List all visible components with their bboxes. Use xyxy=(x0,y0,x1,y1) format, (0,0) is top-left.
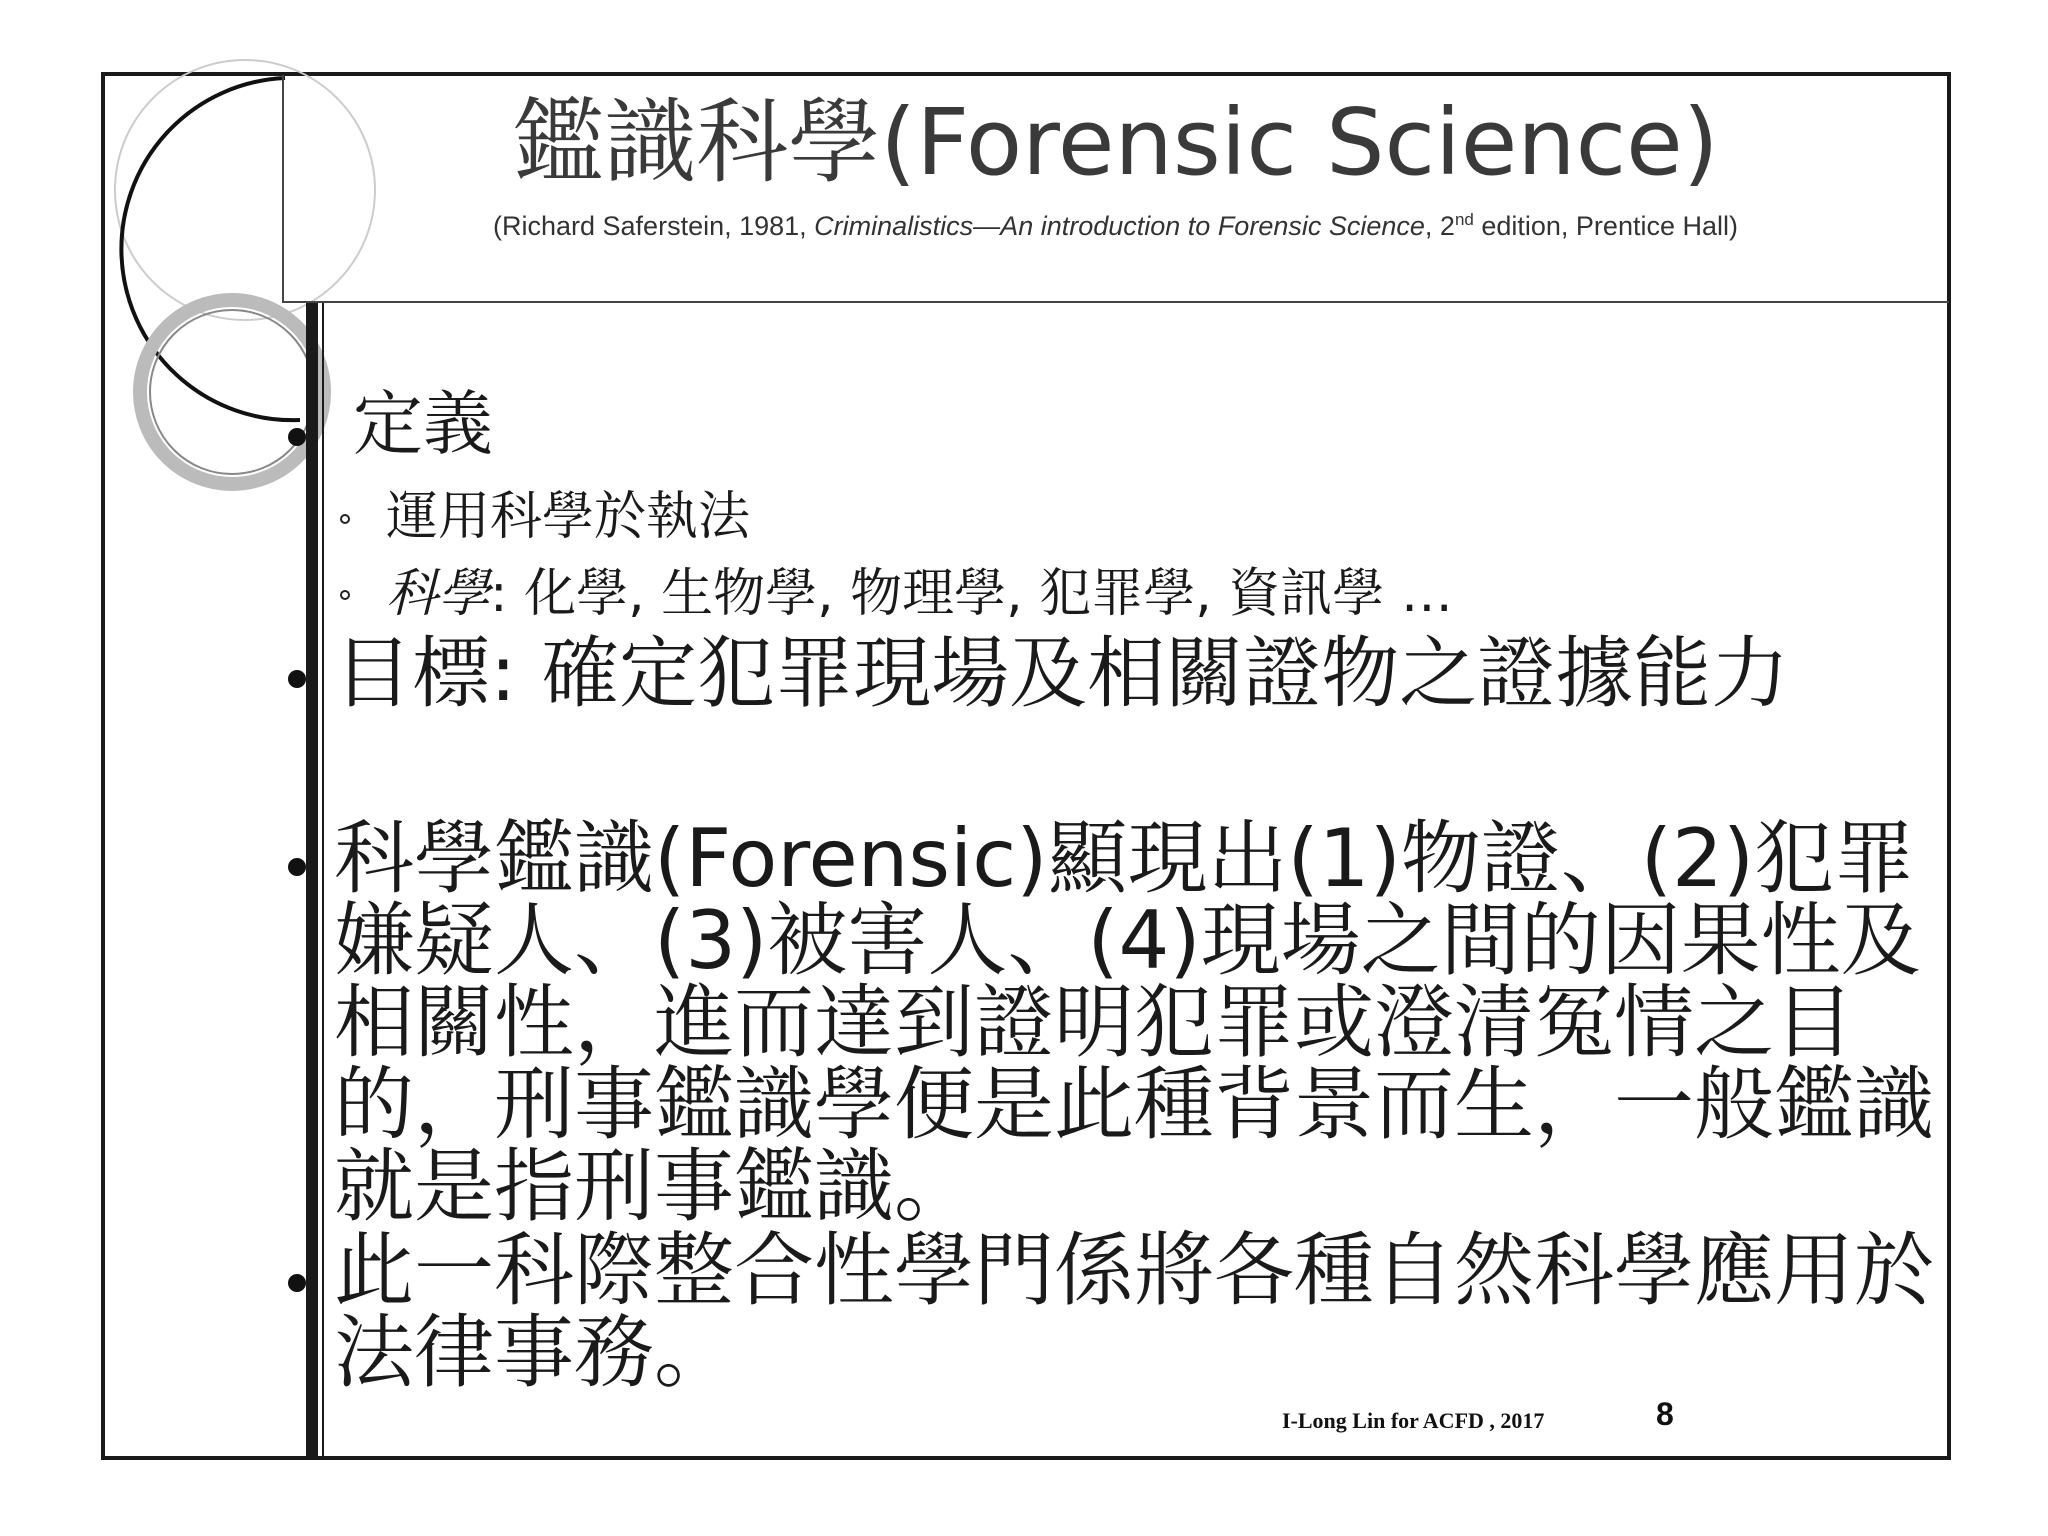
citation-book: Criminalistics—An introduction to Forensic Science xyxy=(814,211,1425,241)
footer-credit: I-Long Lin for ACFD , 2017 xyxy=(1282,1408,1545,1433)
vertical-bar xyxy=(306,303,318,1460)
slide-title: 鑑識科學(Forensic Science) xyxy=(512,89,1719,196)
citation-sup: nd xyxy=(1454,210,1474,229)
paragraph-1: 科學鑑識(Forensic)顯現出(1)物證、(2)犯罪嫌疑人、(3)被害人、(4)現場之間的因果性及相關性，進而達到證明犯罪或澄清冤情之目的，刑事鑑識學便是此種背景而生，一般鑑識就是指刑事鑑識。 xyxy=(334,812,1934,1233)
deco-ring-inner xyxy=(150,310,314,474)
bullet-dot xyxy=(288,1274,306,1292)
vertical-bar-thin xyxy=(322,303,324,1460)
sub-item-2 xyxy=(386,563,1453,625)
goal-text: 目標: 確定犯罪現場及相關證物之證據能力 xyxy=(334,629,1790,719)
bullet-dot xyxy=(288,670,306,688)
sub-bullet-dot xyxy=(340,590,350,600)
sub-bullet-dot xyxy=(340,514,350,524)
sub-item-2-rest: : 化學, 生物學, 物理學, 犯罪學, 資訊學 … xyxy=(490,564,1453,624)
sub-item-2-emph: 科學 xyxy=(386,564,491,624)
sub-item-1: 運用科學於執法 xyxy=(386,487,751,547)
bullet-dot xyxy=(288,858,306,876)
citation-suffix: edition, Prentice Hall) xyxy=(1473,211,1738,241)
citation xyxy=(282,202,1949,244)
definition-label: 定義 xyxy=(353,383,493,465)
citation-prefix: (Richard Saferstein, 1981, xyxy=(493,211,815,241)
page-number: 8 xyxy=(1656,1396,1674,1432)
deco-ring xyxy=(140,300,324,484)
citation-edition: , 2 xyxy=(1424,211,1455,241)
bullet-dot xyxy=(288,428,306,446)
paragraph-2: 此一科際整合性學門係將各種自然科學應用於法律事務。 xyxy=(334,1224,1934,1399)
